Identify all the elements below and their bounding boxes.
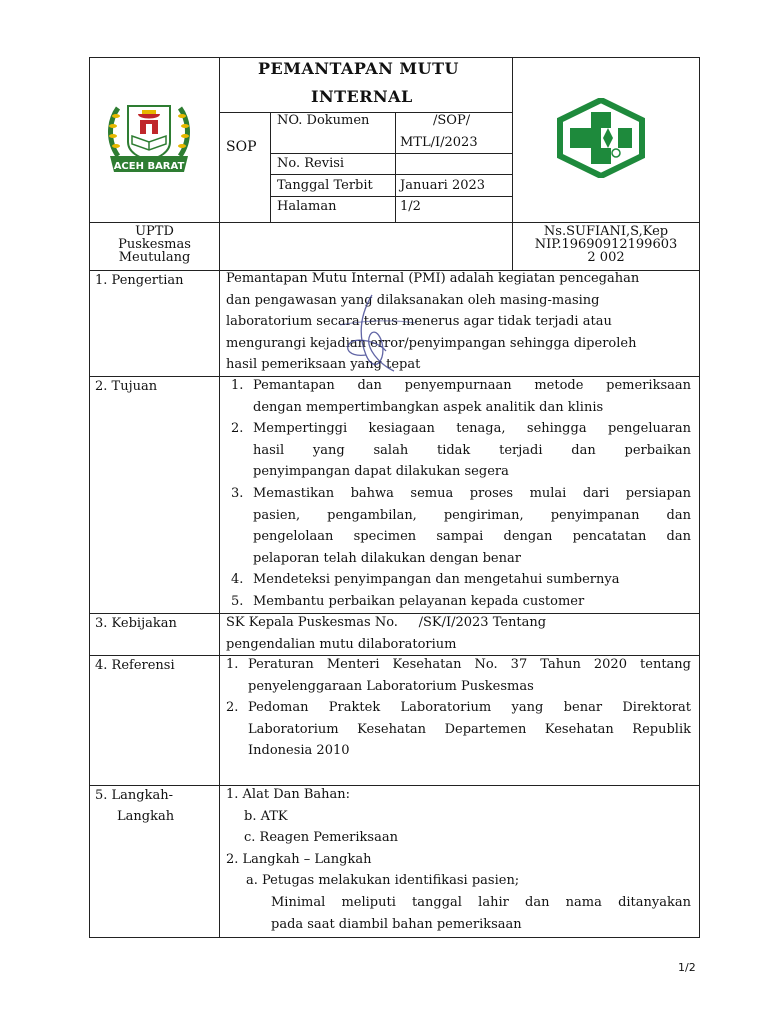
list-line: penyimpangan dapat dilakukan segera	[253, 464, 509, 480]
list-number: 5.	[231, 593, 244, 609]
signer-nip-line1: NIP.19690912199603	[534, 237, 678, 252]
table-border-right	[699, 57, 700, 938]
list-line: Indonesia 2010	[248, 743, 350, 759]
list-item	[231, 591, 691, 613]
sop-label: SOP	[226, 139, 257, 155]
list-number: 1.	[231, 378, 244, 393]
langkah-line: a. Petugas melakukan identifikasi pasien;	[246, 873, 520, 889]
kebijakan-text	[226, 612, 686, 655]
issue-date-label: Tanggal Terbit	[277, 178, 373, 193]
list-line: Membantu perbaikan pelayanan kepada customer	[253, 593, 585, 609]
value-divider	[395, 112, 396, 222]
row-line	[270, 196, 512, 197]
list-line: Memastikan bahwa semua proses mulai dari persiapan	[253, 485, 691, 501]
list-line: Peraturan Menteri Kesehatan No. 37 Tahun 2020 tentang	[248, 657, 691, 672]
pengertian-line: laboratorium secara terus menerus agar tidak terjadi atau	[226, 314, 612, 330]
section-label-tujuan: 2. Tujuan	[95, 379, 158, 394]
row-line	[270, 153, 512, 154]
section-label-langkah-2: Langkah	[117, 809, 175, 824]
langkah-line: 1. Alat Dan Bahan:	[226, 787, 351, 802]
org-line1: UPTD	[135, 224, 174, 239]
row-line	[270, 174, 512, 175]
signer-name: Ns.SUFIANI,S,Kep	[543, 224, 669, 239]
table-border-left	[89, 57, 90, 938]
kebijakan-line: SK Kepala Puskesmas No. /SK/I/2023 Tentang	[226, 615, 547, 630]
puskesmas-logo	[556, 98, 646, 178]
list-line: penyelenggaraan Laboratorium Puskesmas	[248, 678, 534, 694]
langkah-list	[226, 784, 691, 935]
sop-divider	[270, 112, 271, 222]
doc-number-value-line1: /SOP/	[433, 113, 471, 128]
doc-number-value-line2: MTL/I/2023	[400, 135, 478, 150]
signature-scribble-icon	[320, 285, 430, 385]
page-label: Halaman	[277, 199, 337, 214]
list-line: dengan mempertimbangkan aspek analitik dan klinis	[253, 399, 604, 415]
section-label-langkah: 5. Langkah-	[95, 788, 174, 803]
langkah-line: Minimal meliputi tanggal lahir dan nama ditanyakan	[271, 894, 691, 910]
tujuan-list	[231, 375, 691, 613]
langkah-line: 2. Langkah – Langkah	[226, 851, 372, 867]
list-line: Laboratorium Kesehatan Departemen Kesehatan Republik	[248, 721, 691, 737]
langkah-line: b. ATK	[244, 808, 288, 824]
list-line: Mempertinggi kesiagaan tenaga, sehingga pengeluaran	[253, 421, 691, 437]
section-label-pengertian: 1. Pengertian	[95, 273, 184, 288]
document-title-line1: PEMANTAPAN MUTU	[258, 59, 459, 78]
signer-nip-line2: 2 002	[587, 250, 625, 265]
list-line: pasien, pengambilan, pengiriman, penyimpanan dan	[253, 507, 691, 523]
puskesmas-cross-icon	[556, 98, 646, 178]
langkah-line: c. Reagen Pemeriksaan	[244, 830, 398, 846]
document-title-line2: INTERNAL	[311, 87, 413, 106]
langkah-line: pada saat diambil bahan pemeriksaan	[271, 916, 522, 932]
list-number: 1.	[226, 657, 239, 672]
section-label-kebijakan: 3. Kebijakan	[95, 616, 177, 631]
list-line: hasil yang salah tidak terjadi dan perbaikan	[253, 442, 691, 458]
list-line: pelaporan telah dilakukan dengan benar	[253, 550, 521, 566]
footer-page-number: 1/2	[678, 961, 696, 974]
list-number: 3.	[231, 485, 244, 501]
list-item	[231, 418, 691, 440]
aceh-barat-logo	[104, 92, 194, 178]
list-line: Pedoman Praktek Laboratorium yang benar Direktorat	[248, 700, 691, 716]
list-number: 2.	[231, 421, 244, 437]
table-border-top	[89, 57, 700, 58]
list-item	[231, 375, 691, 397]
list-number: 4.	[231, 572, 244, 588]
org-line3: Meutulang	[118, 250, 191, 265]
list-item	[226, 654, 691, 676]
pengertian-line: Pemantapan Mutu Internal (PMI) adalah kegiatan pencegahan	[226, 271, 640, 286]
list-item	[231, 483, 691, 505]
pengertian-line: dan pengawasan yang dilaksanakan oleh masing-masing	[226, 292, 600, 308]
signature	[320, 285, 430, 385]
list-item	[226, 697, 691, 719]
logo-caption: ACEH BARAT	[113, 161, 185, 172]
list-number: 2.	[226, 700, 239, 716]
pengertian-line: mengurangi kejadian error/penyimpangan sehingga diperoleh	[226, 335, 637, 351]
column-divider	[219, 57, 220, 938]
table-border-bottom	[89, 937, 700, 938]
header-bottom	[89, 222, 700, 223]
list-line: pengelolaan specimen sampai dengan pencatatan dan	[253, 529, 691, 545]
issue-date-value: Januari 2023	[400, 178, 486, 193]
list-line: Pemantapan dan penyempurnaan metode pemeriksaan	[253, 378, 691, 393]
section-label-referensi: 4. Referensi	[95, 658, 175, 673]
doc-number-label: NO. Dokumen	[277, 113, 370, 128]
referensi-list	[226, 654, 691, 762]
org-line2: Puskesmas	[118, 237, 191, 252]
page-value: 1/2	[400, 199, 421, 214]
kebijakan-line: pengendalian mutu dilaboratorium	[226, 636, 457, 652]
list-item	[231, 569, 691, 591]
revision-label: No. Revisi	[277, 156, 345, 171]
list-line: Mendeteksi penyimpangan dan mengetahui sumbernya	[253, 572, 620, 588]
pengertian-text	[226, 268, 686, 376]
pengertian-line: hasil pemeriksaan yang tepat	[226, 357, 421, 373]
